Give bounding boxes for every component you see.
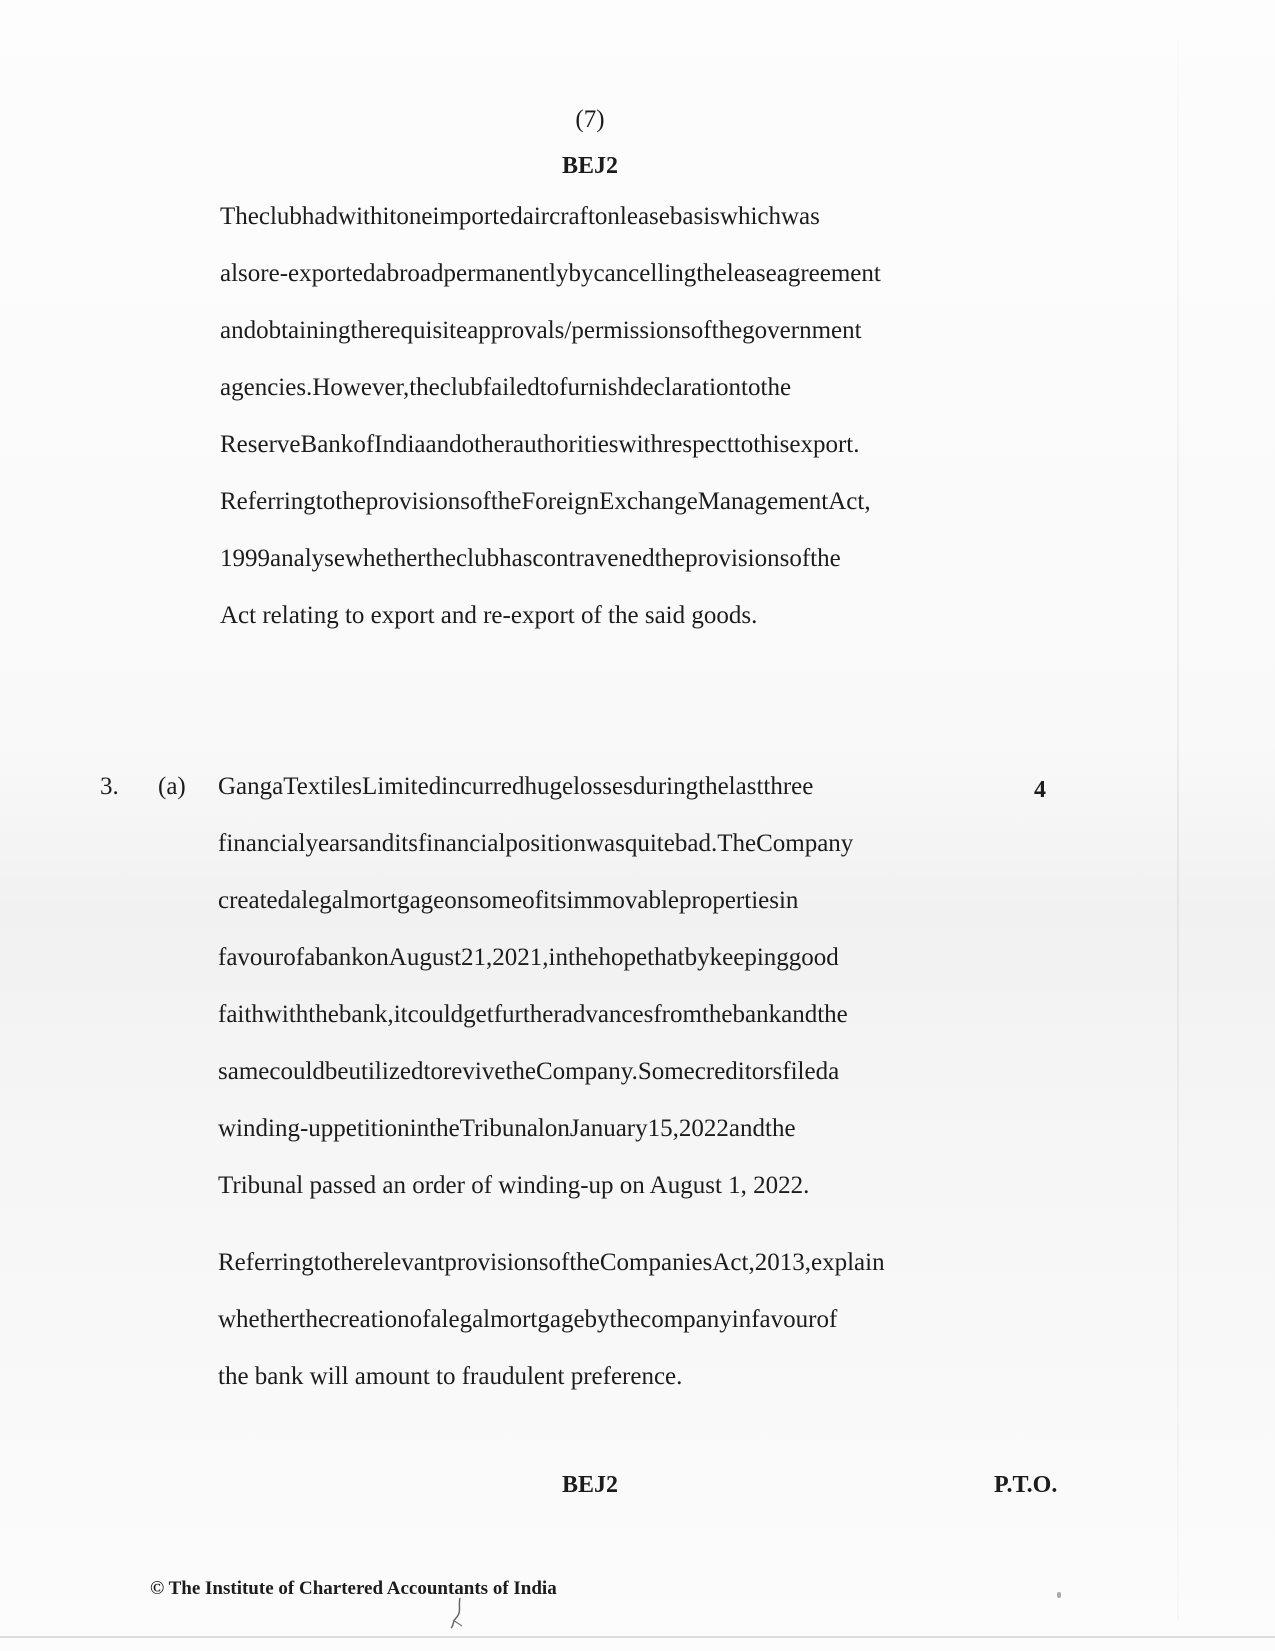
question-ask-paragraph bbox=[218, 1234, 993, 1405]
paragraph-line: agencies.However,theclubfailedtofurnishdeclarationtothe bbox=[220, 374, 792, 401]
question-paragraph bbox=[218, 758, 993, 1214]
paragraph-line: faithwiththebank,itcouldgetfurtheradvancesfromthebankandthe bbox=[218, 1001, 848, 1028]
question-number: 3. bbox=[100, 773, 119, 800]
paragraph-line: ReferringtotherelevantprovisionsoftheCompaniesAct,2013,explain bbox=[218, 1249, 885, 1276]
paragraph-line: Act relating to export and re-export of the said goods. bbox=[220, 602, 758, 629]
paragraph-line: alsore-exportedabroadpermanentlybycancellingtheleaseagreement bbox=[220, 260, 881, 287]
copyright-notice: © The Institute of Chartered Accountants of India bbox=[150, 1578, 557, 1599]
paragraph-line: andobtainingtherequisiteapprovals/permissionsofthegovernment bbox=[220, 317, 862, 344]
paragraph-line: favourofabankonAugust21,2021,inthehopethatbykeepinggood bbox=[218, 944, 839, 971]
question-marks: 4 bbox=[1034, 777, 1046, 803]
scan-edge-shadow bbox=[1177, 40, 1179, 1620]
paper-code-header: BEJ2 bbox=[561, 153, 618, 179]
paragraph-line: Tribunal passed an order of winding-up on August 1, 2022. bbox=[218, 1172, 810, 1199]
intro-paragraph bbox=[220, 188, 995, 644]
paragraph-line: GangaTextilesLimitedincurredhugelossesduringthelastthree bbox=[218, 773, 814, 800]
pen-mark-icon bbox=[448, 1596, 466, 1630]
please-turn-over: P.T.O. bbox=[994, 1472, 1058, 1498]
paragraph-line: ReferringtotheprovisionsoftheForeignExchangeManagementAct, bbox=[220, 488, 871, 515]
scan-bottom-edge bbox=[0, 1636, 1275, 1638]
paragraph-line: winding-uppetitionintheTribunalonJanuary15,2022andthe bbox=[218, 1115, 796, 1142]
paragraph-line: the bank will amount to fraudulent preference. bbox=[218, 1363, 683, 1390]
scan-speck bbox=[1057, 1592, 1061, 1598]
paper-code-footer: BEJ2 bbox=[561, 1472, 618, 1498]
paragraph-line: Theclubhadwithitoneimportedaircraftonleasebasiswhichwas bbox=[220, 203, 820, 230]
paragraph-line: createdalegalmortgageonsomeofitsimmovablepropertiesin bbox=[218, 887, 799, 914]
paragraph-line: ReserveBankofIndiaandotherauthoritieswithrespecttothisexport. bbox=[220, 431, 860, 458]
question-part-label: (a) bbox=[158, 773, 186, 800]
paragraph-line: financialyearsanditsfinancialpositionwasquitebad.TheCompany bbox=[218, 830, 854, 857]
page-number: (7) bbox=[575, 106, 605, 133]
paragraph-line: 1999analysewhethertheclubhascontravenedtheprovisionsofthe bbox=[220, 545, 841, 572]
paragraph-line: samecouldbeutilizedtorevivetheCompany.Somecreditorsfileda bbox=[218, 1058, 840, 1085]
paragraph-line: whetherthecreationofalegalmortgagebythecompanyinfavourof bbox=[218, 1306, 838, 1333]
